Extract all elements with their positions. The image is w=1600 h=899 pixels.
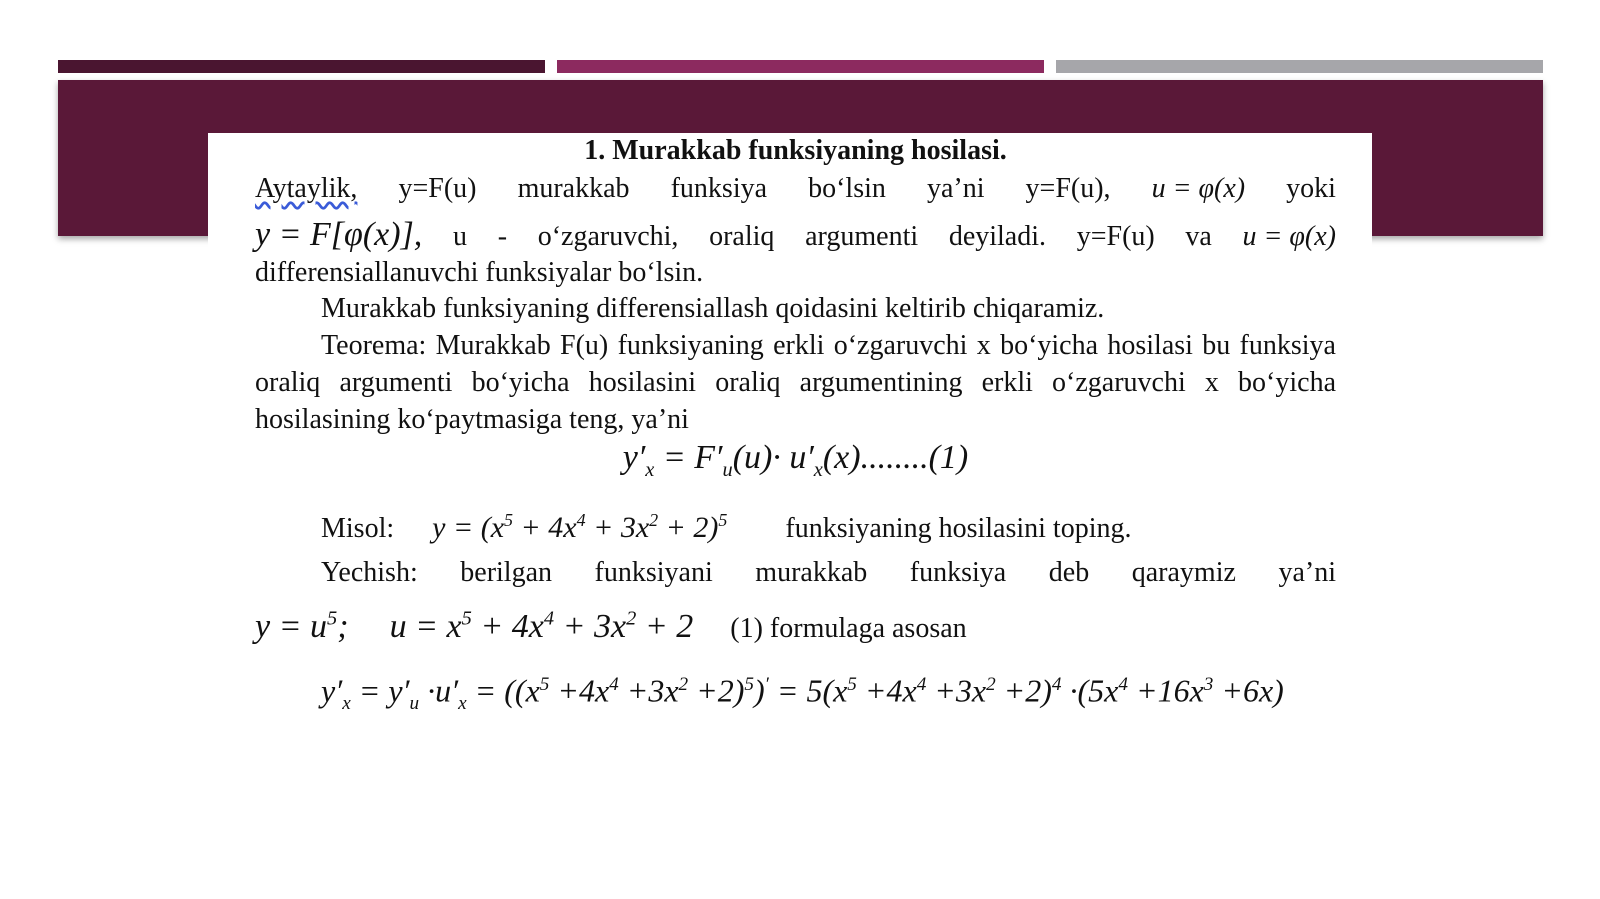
intro-line [255, 171, 1336, 207]
formula-part: = 5(x [768, 672, 848, 709]
formula-sub: u [722, 458, 733, 481]
formula-part: (u)· u′ [732, 439, 814, 476]
word: qaraymiz [1131, 556, 1236, 588]
formula-sup: ′ [764, 674, 769, 696]
word: va [1185, 221, 1212, 252]
word: deyiladi. [948, 221, 1047, 252]
formula-part: + 3x [585, 510, 650, 544]
word: funksiya [909, 556, 1007, 588]
formula-sup: 5 [504, 509, 514, 530]
formula-sup: 5 [718, 509, 728, 530]
formula-sup: 2 [986, 674, 996, 696]
formula-part: +3x [926, 672, 987, 709]
word: bo‘lsin [808, 173, 886, 204]
example-label: Misol: [321, 512, 395, 544]
formula-part: = ((x [466, 672, 540, 709]
slide-content [255, 133, 1336, 722]
formula-sub: x [645, 458, 655, 481]
formula-part: ) [753, 672, 765, 709]
word: Aytaylik, [255, 173, 358, 204]
formula-part: ; [337, 608, 349, 646]
final-derivative [255, 667, 1336, 722]
word: murakkab [755, 556, 868, 588]
word: ya’ni [1278, 556, 1336, 588]
formula-part: y′ [321, 672, 343, 709]
word: Yechish: [321, 556, 418, 588]
page-title: 1. Murakkab funksiyaning hosilasi. [584, 135, 1007, 166]
formula-sup: 4 [1051, 674, 1062, 696]
formula-part: y′ [622, 439, 646, 476]
formula-part: = y′ [350, 672, 410, 709]
formula-sup: 5 [744, 674, 754, 696]
word: y=F(u) [1076, 221, 1155, 252]
formula-part: u = x [389, 608, 462, 646]
formula-sup: 4 [543, 607, 555, 630]
top-bar-magenta [557, 60, 1044, 73]
formula-sup: 4 [609, 674, 619, 696]
theorem-text: Teorema: Murakkab F(u) funksiyaning erkli o‘zgaruvchi x bo‘yicha hosilasi bu funksiya oraliq argumenti bo‘yicha hosilasini oraliq argumentining erkli o‘zgaruvchi x bo‘yicha hosilasining ko‘paytmasiga teng, ya’ni [255, 330, 1336, 435]
formula-sub: u [409, 693, 420, 715]
formula-1 [255, 440, 1336, 488]
word: u [453, 221, 467, 252]
formula-part: = F′ [654, 439, 723, 476]
word: funksiyani [594, 556, 713, 588]
second-line [255, 217, 1336, 255]
word: argumenti [805, 221, 919, 252]
equation-composite: y = F[φ(x)], [255, 216, 423, 253]
formula-sub: x [342, 693, 351, 715]
word: - [497, 221, 508, 252]
top-bar-gray [1056, 60, 1543, 73]
formula-sup: 4 [1118, 674, 1128, 696]
formula-part: +4x [549, 672, 610, 709]
example-text: funksiyaning hosilasini toping. [785, 512, 1132, 544]
example-equation [432, 502, 727, 546]
line3-text: differensiallanuvchi funksiyalar bo‘lsin. [255, 257, 704, 288]
formula-part: + 4x [513, 510, 577, 544]
formula-part: ·(5x [1061, 672, 1119, 709]
formula-part: +3x [618, 672, 679, 709]
formula-sub: x [458, 693, 467, 715]
formula-sup: 5 [461, 607, 472, 630]
top-bar-dark [58, 60, 545, 73]
formula-part: y = (x [432, 510, 505, 544]
example-line [255, 502, 1336, 547]
line4-text: Murakkab funksiyaning differensiallash qoidasini keltirib chiqaramiz. [321, 293, 1105, 324]
formula-part: +16x [1127, 672, 1204, 709]
substitution-u [390, 608, 694, 645]
formula-part: +4x [856, 672, 917, 709]
word: oraliq [709, 221, 775, 252]
formula-part: +2) [995, 672, 1052, 709]
solution-line [255, 555, 1336, 591]
formula-part: +2) [688, 672, 745, 709]
formula-sub: x [813, 458, 823, 481]
formula-part: + 2) [658, 510, 719, 544]
word: y=F(u) [398, 173, 477, 204]
word: funksiya [670, 173, 768, 204]
formula-sup: 2 [678, 674, 689, 696]
formula-part: + 4x [471, 608, 544, 646]
formula-part: + 3x [554, 608, 627, 646]
word: ya’ni [926, 173, 985, 204]
formula-sup: 2 [649, 509, 659, 530]
formula-sup: 3 [1203, 674, 1214, 696]
formula-sup: 5 [327, 607, 338, 630]
formula-sup: 2 [626, 607, 637, 630]
substitution-line [255, 601, 1336, 647]
substitution-text: (1) formulaga asosan [730, 613, 967, 645]
formula-sup: 4 [916, 674, 927, 696]
formula-part: + 2 [636, 608, 694, 646]
word: y=F(u), [1025, 173, 1111, 204]
word: murakkab [517, 173, 630, 204]
equation-u-phi: u = φ(x) [1242, 221, 1336, 252]
formula-part: ·u′ [419, 672, 459, 709]
word: o‘zgaruvchi, [537, 221, 679, 252]
formula-sup: 5 [847, 674, 857, 696]
equation-u-phi: u = φ(x) [1151, 173, 1246, 204]
formula-sup: 4 [576, 509, 586, 530]
word: berilgan [460, 556, 553, 588]
formula-sup: 5 [539, 674, 550, 696]
formula-part: (x)........(1) [822, 439, 969, 476]
formula-part: y = u [255, 608, 328, 646]
formula-part: +6x) [1213, 672, 1284, 709]
substitution-y [255, 608, 349, 645]
word: deb [1048, 556, 1090, 588]
word: yoki [1286, 173, 1336, 204]
